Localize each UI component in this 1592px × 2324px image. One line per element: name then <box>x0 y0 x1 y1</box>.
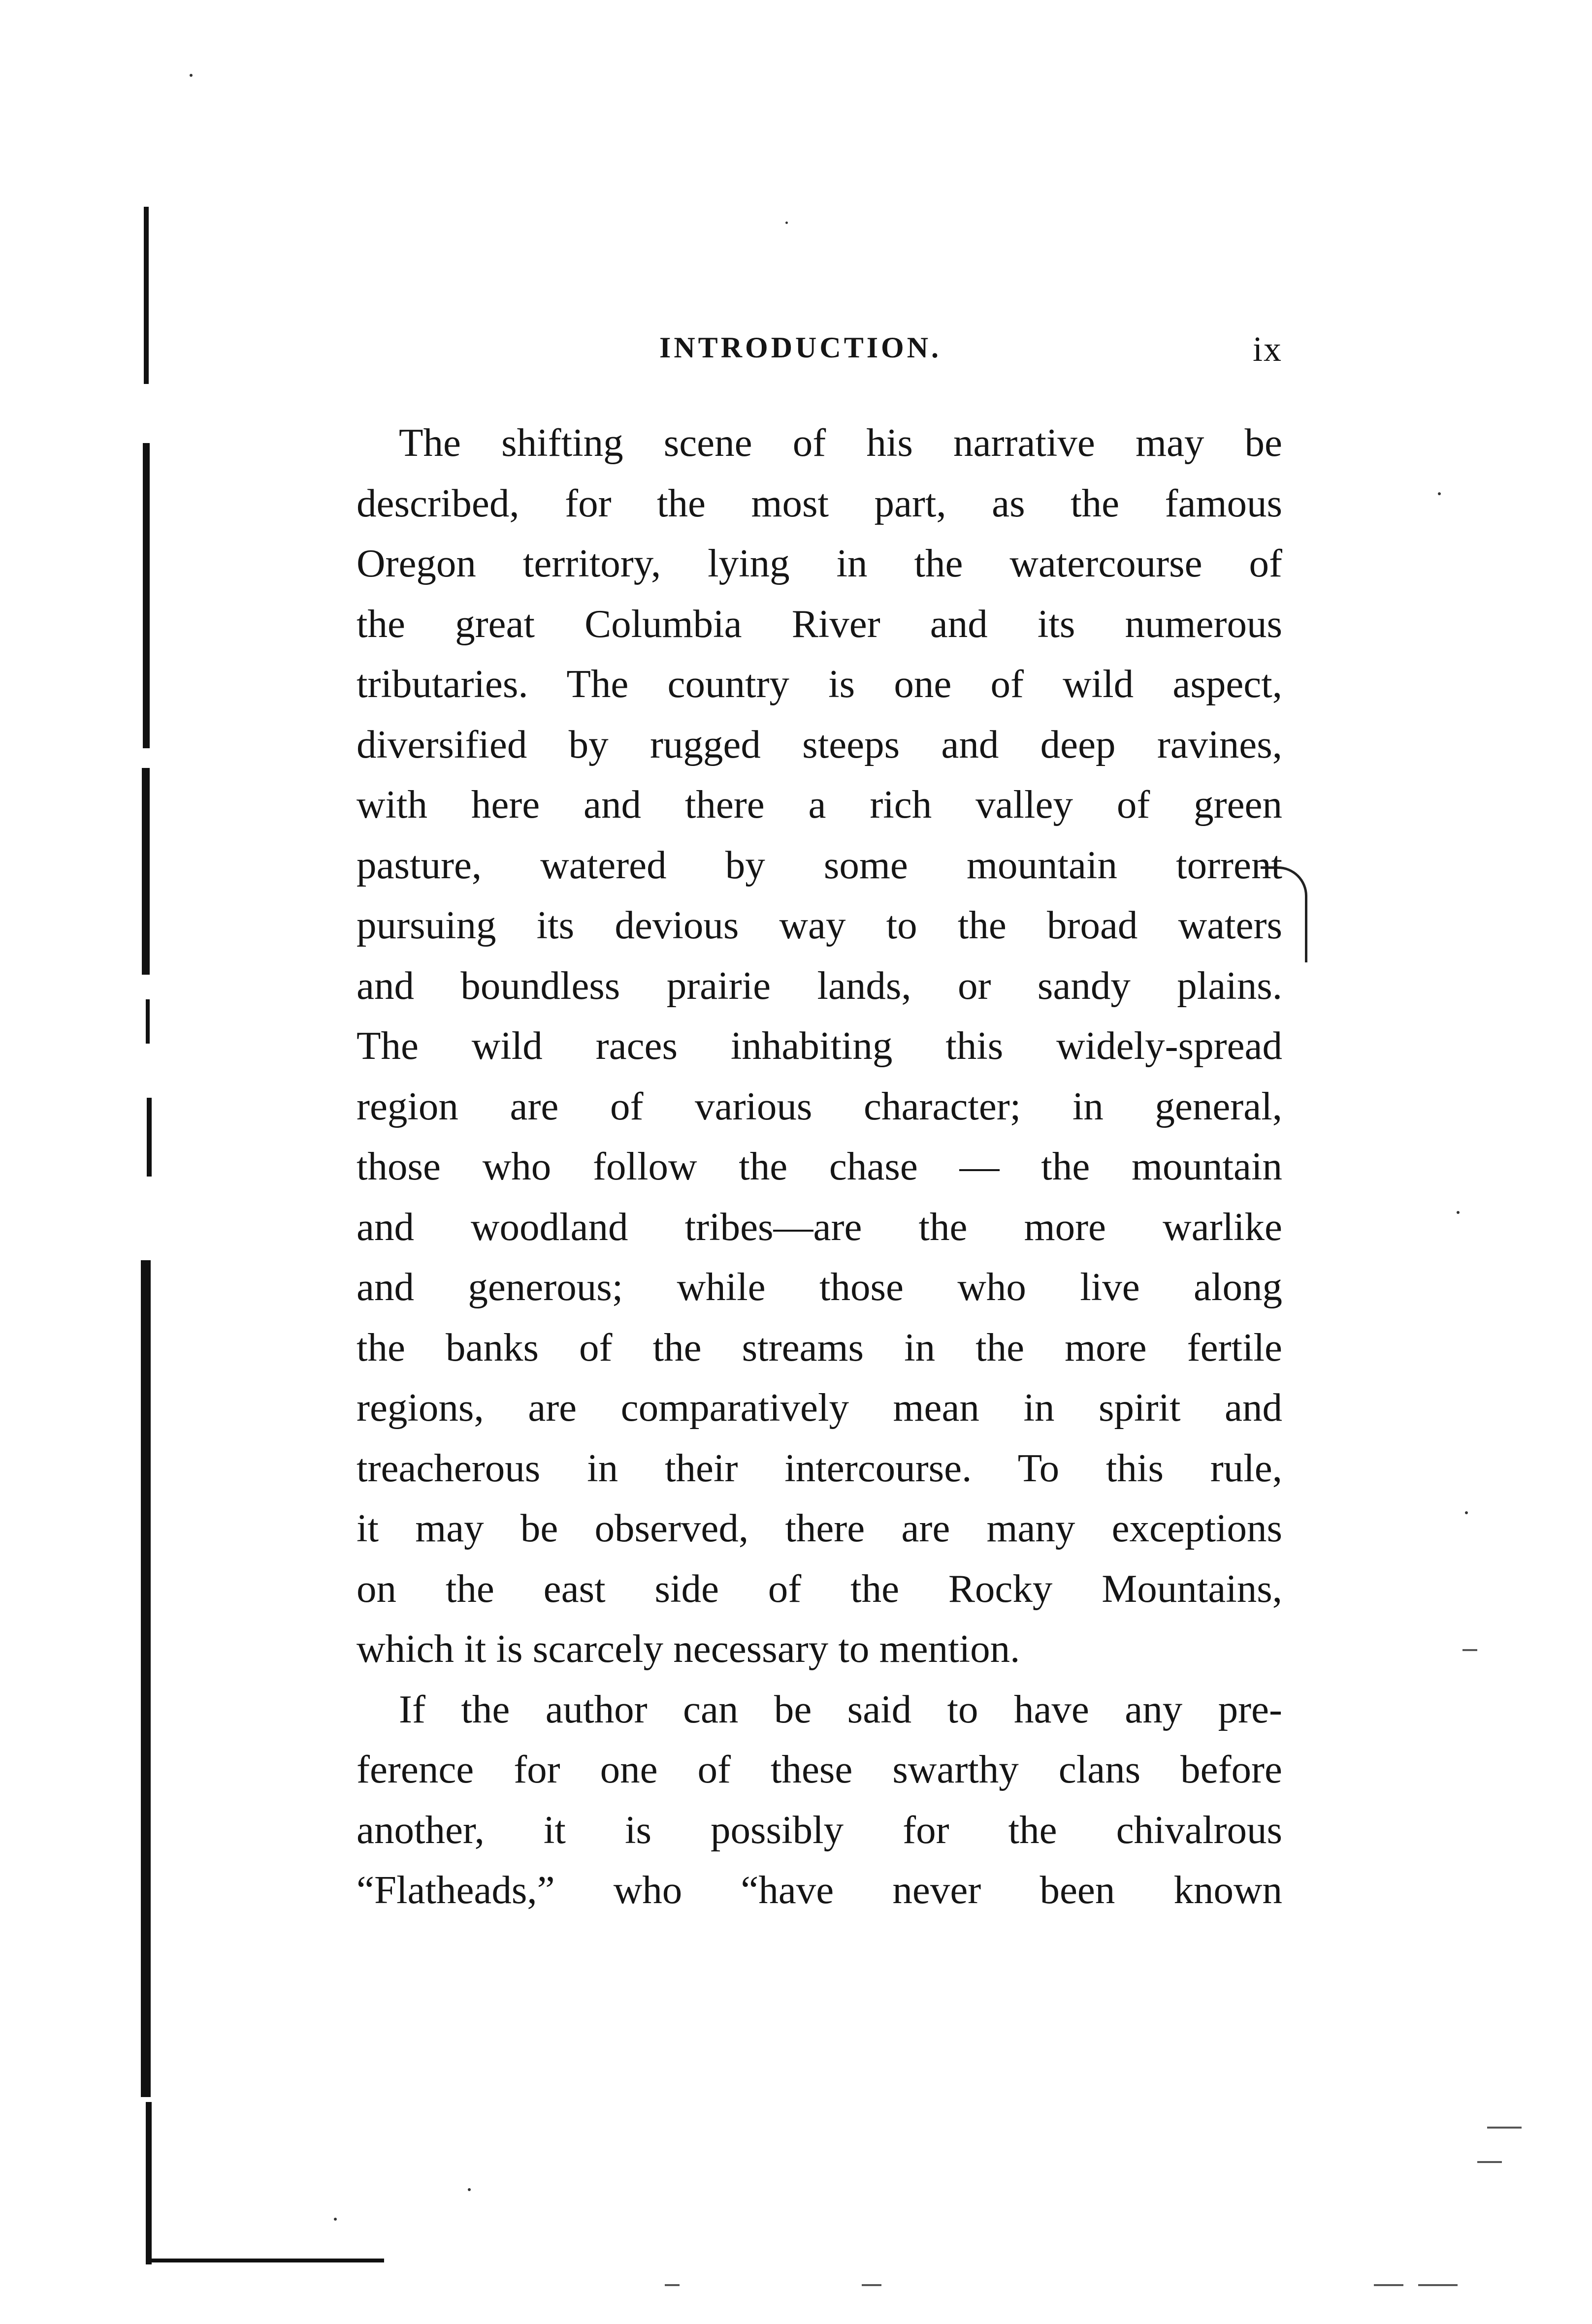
text-line: another, it is possibly for the chivalrous <box>357 1807 1282 1852</box>
scan-speck <box>785 222 788 224</box>
text-line: “Flatheads,” who “have never been known <box>357 1868 1282 1912</box>
body-text <box>357 413 1282 1920</box>
binding-edge-lower <box>141 1260 151 2097</box>
scan-speck <box>190 74 193 77</box>
text-line: with here and there a rich valley of green <box>357 782 1282 827</box>
text-line: which it is scarcely necessary to mention. <box>357 1626 1020 1671</box>
text-line: pursuing its devious way to the broad waters <box>357 903 1282 947</box>
scan-speck <box>1465 1511 1468 1514</box>
scan-speck <box>334 2218 337 2221</box>
scan-speck <box>1438 492 1441 495</box>
text-line: ference for one of these swarthy clans before <box>357 1747 1282 1791</box>
text-line: regions, are comparatively mean in spirit and <box>357 1385 1282 1430</box>
text-line: Oregon territory, lying in the watercourse of <box>357 541 1282 585</box>
text-line: tributaries. The country is one of wild aspect, <box>357 662 1282 706</box>
binding-edge-base <box>146 2102 152 2264</box>
text-line: treacherous in their intercourse. To this rule, <box>357 1445 1282 1490</box>
text-line: the banks of the streams in the more fertile <box>357 1325 1282 1369</box>
text-line: If the author can be said to have any pre- <box>399 1687 1282 1731</box>
text-line: The shifting scene of his narrative may be <box>399 420 1282 465</box>
text-line: and boundless prairie lands, or sandy plains. <box>357 963 1282 1008</box>
binding-edge-mid-1 <box>143 443 150 748</box>
scan-speck <box>1457 1211 1460 1214</box>
binding-edge-mid-2 <box>142 768 150 975</box>
text-line: on the east side of the Rocky Mountains, <box>357 1566 1282 1611</box>
scan-dash <box>1374 2284 1403 2286</box>
text-line: diversified by rugged steeps and deep ravines, <box>357 722 1282 766</box>
scan-speck <box>468 2188 471 2191</box>
text-line: the great Columbia River and its numerous <box>357 601 1282 646</box>
text-line: those who follow the chase — the mountain <box>357 1144 1282 1188</box>
binding-edge-mid-4 <box>147 1098 152 1177</box>
text-line: and woodland tribes—are the more warlike <box>357 1204 1282 1249</box>
running-title: INTRODUCTION. <box>659 331 942 364</box>
scan-dash <box>1418 2284 1458 2286</box>
text-line: region are of various character; in general, <box>357 1083 1282 1128</box>
paragraph-1 <box>357 413 1282 1679</box>
scan-dash <box>1487 2127 1522 2129</box>
scan-dash <box>1477 2161 1502 2163</box>
scan-dash <box>1462 1649 1477 1651</box>
running-head <box>357 331 1282 370</box>
page-number: ix <box>1252 329 1282 369</box>
binding-edge-mid-3 <box>146 999 150 1044</box>
text-line: pasture, watered by some mountain torrent <box>357 842 1282 887</box>
text-line: described, for the most part, as the famous <box>357 480 1282 525</box>
paragraph-2 <box>357 1679 1282 1920</box>
text-line: and generous; while those who live along <box>357 1265 1282 1309</box>
text-line: The wild races inhabiting this widely-spread <box>357 1023 1282 1068</box>
scan-dash <box>665 2284 680 2286</box>
scan-dash <box>862 2284 881 2286</box>
binding-edge-upper <box>144 207 149 384</box>
binding-edge-bottom <box>148 2259 384 2262</box>
text-line: it may be observed, there are many exceptions <box>357 1506 1282 1550</box>
